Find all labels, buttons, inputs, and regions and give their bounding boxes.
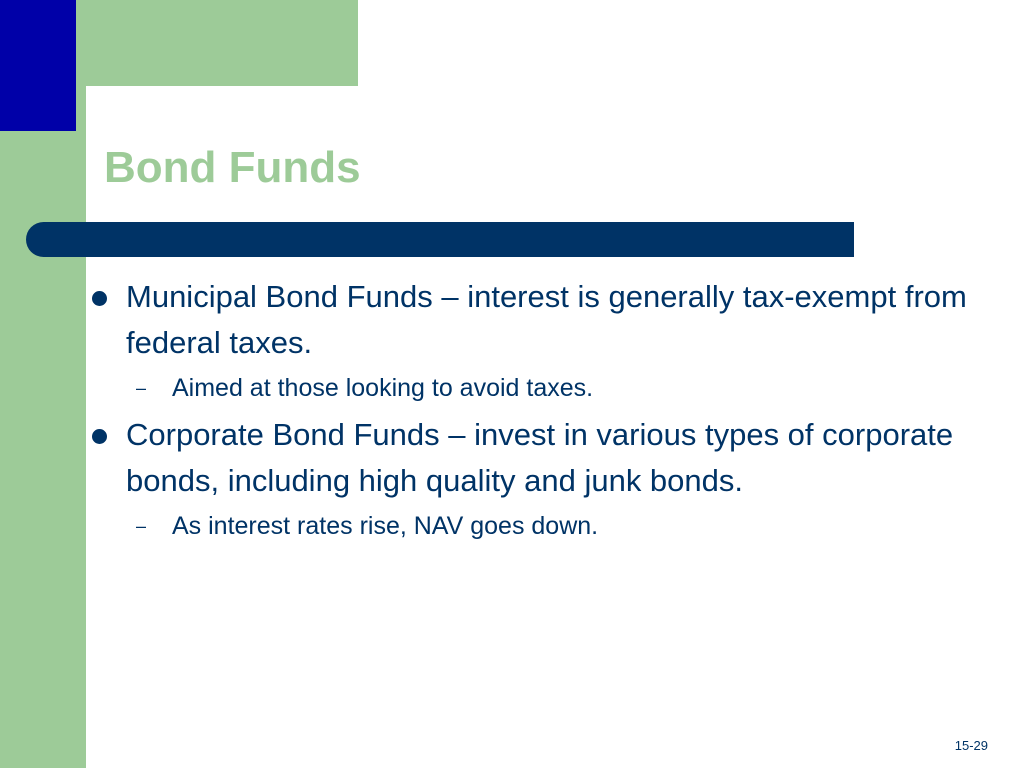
bullet-text: Corporate Bond Funds – invest in various types of corporate bonds, including high quality and junk bonds. (126, 417, 954, 498)
sub-bullet-nav (92, 508, 1016, 544)
sub-bullet-text: As interest rates rise, NAV goes down. (172, 512, 599, 540)
bullet-dot-icon (92, 291, 107, 306)
bullet-dot-icon (92, 429, 107, 444)
dash-marker-icon: – (136, 378, 147, 398)
sub-bullet-avoid-taxes (92, 370, 1016, 406)
decorative-blue-block (0, 0, 76, 131)
bullet-corporate-bond-funds (92, 412, 1016, 504)
sub-bullet-text: Aimed at those looking to avoid taxes. (172, 374, 594, 402)
bullet-municipal-bond-funds (92, 274, 1016, 366)
page-number: 15-29 (954, 738, 988, 753)
slide-content (92, 274, 1016, 544)
bullet-text: Municipal Bond Funds – interest is generally tax-exempt from federal taxes. (126, 279, 967, 360)
slide-title: Bond Funds (104, 143, 361, 192)
dash-marker-icon: – (136, 516, 147, 536)
title-underline-bar (26, 222, 854, 257)
